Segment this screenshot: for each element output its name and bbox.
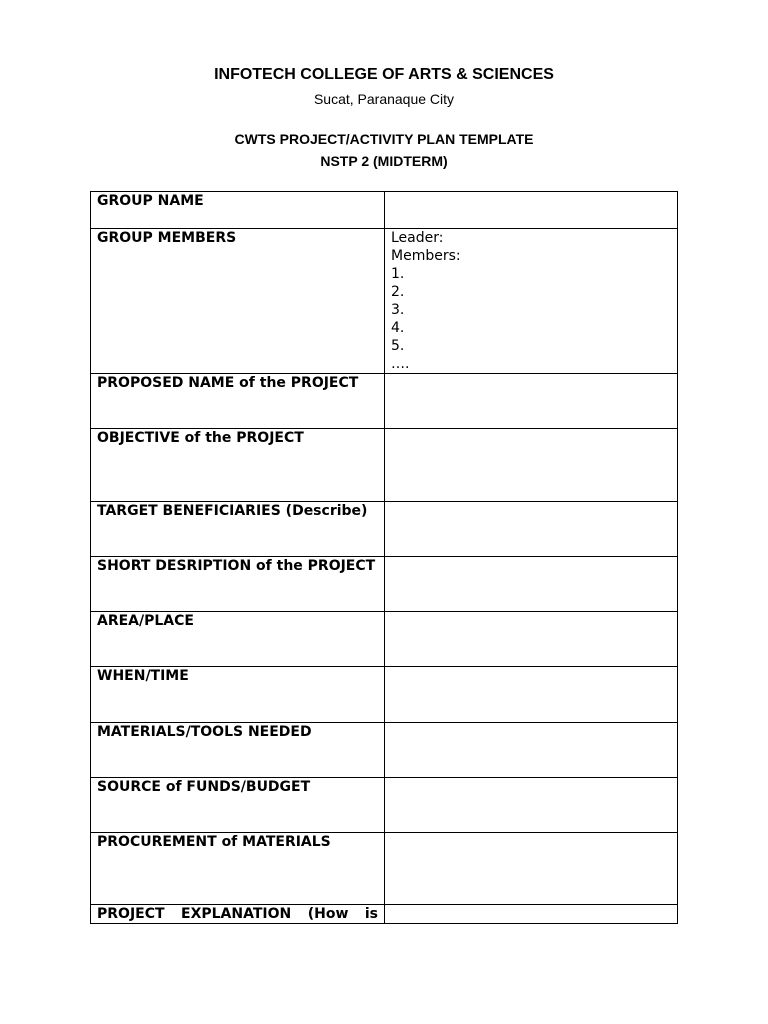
- template-subtitle: NSTP 2 (MIDTERM): [320, 153, 448, 169]
- table-row: [91, 833, 678, 905]
- group-members-label: GROUP MEMBERS: [91, 229, 385, 374]
- table-row: [91, 723, 678, 778]
- table-row: [91, 429, 678, 502]
- table-row: [91, 557, 678, 612]
- table-row: [91, 667, 678, 723]
- college-name: INFOTECH COLLEGE OF ARTS & SCIENCES: [214, 66, 554, 83]
- member-item: 1.: [391, 266, 405, 282]
- college-city: Sucat, Paranaque City: [313, 91, 455, 107]
- materials-value[interactable]: [385, 723, 678, 778]
- group-name-value[interactable]: [385, 192, 678, 229]
- area-place-value[interactable]: [385, 612, 678, 667]
- procurement-value[interactable]: [385, 833, 678, 905]
- materials-label: MATERIALS/TOOLS NEEDED: [91, 723, 385, 778]
- procurement-label: PROCUREMENT of MATERIALS: [91, 833, 385, 905]
- project-explanation-value[interactable]: [385, 905, 678, 924]
- member-item: 5.: [391, 338, 405, 354]
- project-explanation-label: PROJECT EXPLANATION (How is: [91, 905, 385, 924]
- when-time-value[interactable]: [385, 667, 678, 723]
- short-description-label: SHORT DESRIPTION of the PROJECT: [91, 557, 385, 612]
- member-item: 3.: [391, 302, 405, 318]
- project-plan-table: [90, 191, 678, 924]
- source-funds-label: SOURCE of FUNDS/BUDGET: [91, 778, 385, 833]
- table-row: [91, 778, 678, 833]
- table-row: [91, 374, 678, 429]
- members-list: [391, 229, 671, 373]
- target-beneficiaries-value[interactable]: [385, 502, 678, 557]
- when-time-label: WHEN/TIME: [91, 667, 385, 723]
- proposed-name-label: PROPOSED NAME of the PROJECT: [91, 374, 385, 429]
- target-beneficiaries-label: TARGET BENEFICIARIES (Describe): [91, 502, 385, 557]
- proposed-name-value[interactable]: [385, 374, 678, 429]
- template-title: CWTS PROJECT/ACTIVITY PLAN TEMPLATE: [234, 131, 534, 147]
- table-row: [91, 612, 678, 667]
- member-item: 4.: [391, 320, 405, 336]
- source-funds-value[interactable]: [385, 778, 678, 833]
- table-row: [91, 192, 678, 229]
- leader-label: Leader:: [391, 230, 444, 246]
- objective-value[interactable]: [385, 429, 678, 502]
- members-label: Members:: [391, 248, 461, 264]
- group-name-label: GROUP NAME: [91, 192, 385, 229]
- member-item: 2.: [391, 284, 405, 300]
- short-description-value[interactable]: [385, 557, 678, 612]
- group-members-value[interactable]: [385, 229, 678, 374]
- table-row: [91, 229, 678, 374]
- area-place-label: AREA/PLACE: [91, 612, 385, 667]
- objective-label: OBJECTIVE of the PROJECT: [91, 429, 385, 502]
- table-row: [91, 905, 678, 924]
- member-item-more: ….: [391, 356, 410, 372]
- table-row: [91, 502, 678, 557]
